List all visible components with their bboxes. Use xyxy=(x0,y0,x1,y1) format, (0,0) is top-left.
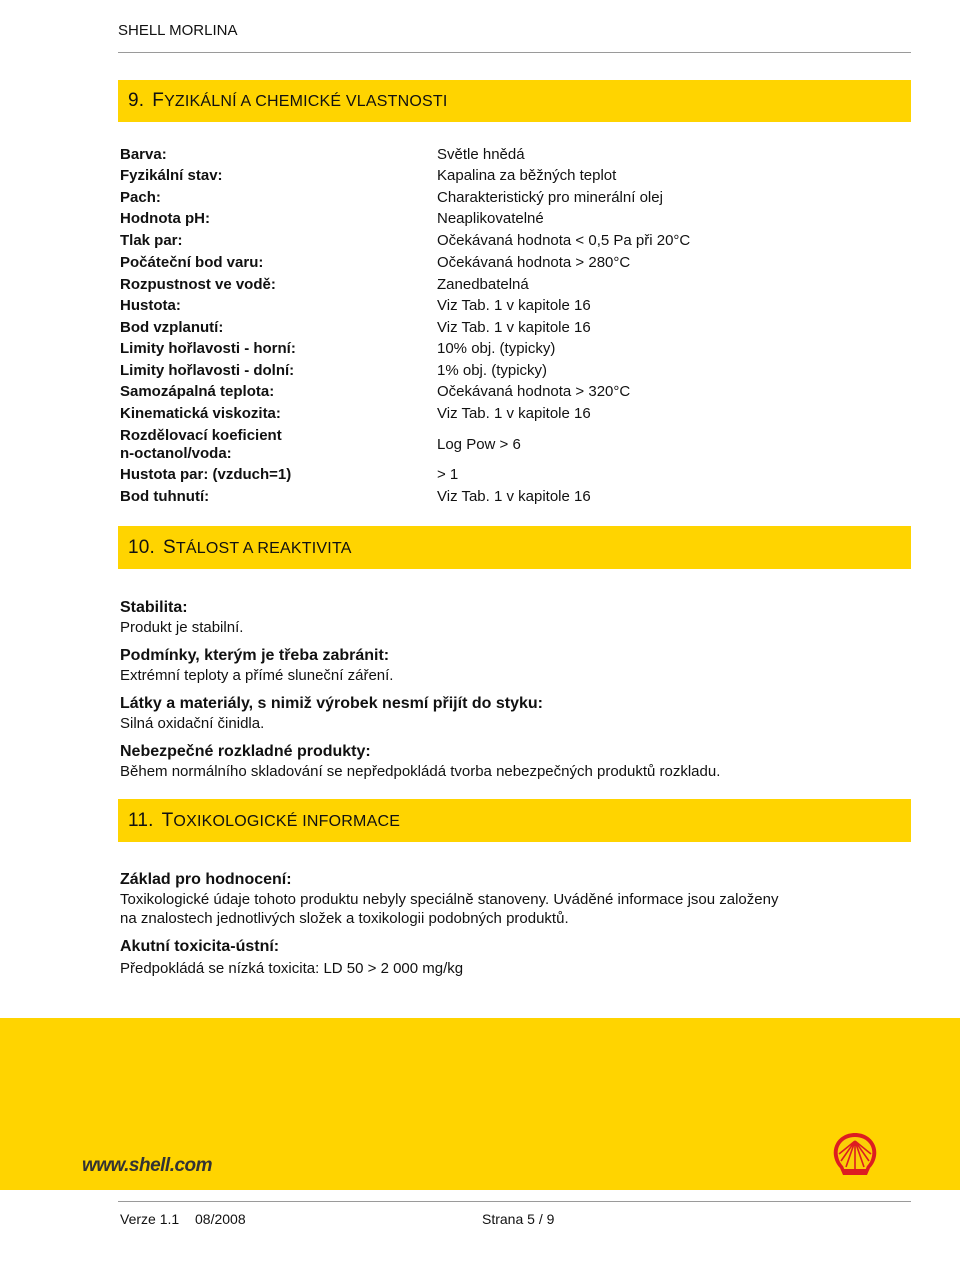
property-value: 1% obj. (typicky) xyxy=(437,362,548,379)
property-value: Viz Tab. 1 v kapitole 16 xyxy=(437,297,591,314)
property-label: Hustota par: (vzduch=1) xyxy=(120,466,292,483)
document-header-product: SHELL MORLINA xyxy=(118,22,238,39)
property-label: Limity hořlavosti - dolní: xyxy=(120,362,295,379)
hazardous-decomposition-heading: Nebezpečné rozkladné produkty: xyxy=(120,743,371,760)
assessment-basis-line-1: Toxikologické údaje tohoto produktu nebyly speciálně stanoveny. Uváděné informace jsou založeny xyxy=(120,891,779,908)
stability-heading: Stabilita: xyxy=(120,599,188,616)
property-label: Počáteční bod varu: xyxy=(120,254,264,271)
property-label: Tlak par: xyxy=(120,232,183,249)
property-value: 10% obj. (typicky) xyxy=(437,340,556,357)
section-10-title: 10. STÁLOST A REAKTIVITA xyxy=(128,537,352,558)
acute-oral-toxicity-text: Předpokládá se nízká toxicita: LD 50 > 2 000 mg/kg xyxy=(120,960,464,977)
property-value: Očekávaná hodnota > 320°C xyxy=(437,383,631,400)
property-label: Pach: xyxy=(120,189,161,206)
property-value: > 1 xyxy=(437,466,459,483)
property-label: Kinematická viskozita: xyxy=(120,405,281,422)
website-link[interactable]: www.shell.com xyxy=(82,1155,213,1176)
property-value: Neaplikovatelné xyxy=(437,210,544,227)
property-value: Viz Tab. 1 v kapitole 16 xyxy=(437,405,591,422)
acute-oral-toxicity-heading: Akutní toxicita-ústní: xyxy=(120,938,280,955)
assessment-basis-line-2: na znalostech jednotlivých složek a toxikologii podobných produktů. xyxy=(120,910,569,927)
conditions-to-avoid-text: Extrémní teploty a přímé sluneční záření. xyxy=(120,667,394,684)
section-9-title: 9. FYZIKÁLNÍ A CHEMICKÉ VLASTNOSTI xyxy=(128,90,448,111)
property-label: Samozápalná teplota: xyxy=(120,383,275,400)
section-11-title: 11. TOXIKOLOGICKÉ INFORMACE xyxy=(128,810,401,831)
footer-version: Verze 1.1 xyxy=(120,1211,180,1227)
property-label: Rozpustnost ve vodě: xyxy=(120,276,276,293)
header-divider xyxy=(118,52,911,53)
property-value: Světle hnědá xyxy=(437,146,525,163)
assessment-basis-heading: Základ pro hodnocení: xyxy=(120,871,292,888)
incompatible-materials-heading: Látky a materiály, s nimiž výrobek nesmí přijít do styku: xyxy=(120,695,543,712)
shell-logo-icon xyxy=(829,1129,881,1181)
property-value: Charakteristický pro minerální olej xyxy=(437,189,663,206)
stability-text: Produkt je stabilní. xyxy=(120,619,244,636)
property-label: Bod tuhnutí: xyxy=(120,488,210,505)
footer-divider xyxy=(118,1201,911,1202)
property-label: Bod vzplanutí: xyxy=(120,319,224,336)
property-label: Hustota: xyxy=(120,297,181,314)
property-value: Viz Tab. 1 v kapitole 16 xyxy=(437,488,591,505)
property-value: Očekávaná hodnota > 280°C xyxy=(437,254,631,271)
property-label: Hodnota pH: xyxy=(120,210,210,227)
property-value: Log Pow > 6 xyxy=(437,436,521,453)
property-value: Zanedbatelná xyxy=(437,276,529,293)
property-label: Limity hořlavosti - horní: xyxy=(120,340,296,357)
property-value: Viz Tab. 1 v kapitole 16 xyxy=(437,319,591,336)
property-value: Kapalina za běžných teplot xyxy=(437,167,617,184)
footer-page-number: Strana 5 / 9 xyxy=(482,1211,555,1227)
property-label-continued: n-octanol/voda: xyxy=(120,445,232,462)
property-label: Barva: xyxy=(120,146,167,163)
footer-date: 08/2008 xyxy=(195,1211,246,1227)
incompatible-materials-text: Silná oxidační činidla. xyxy=(120,715,265,732)
conditions-to-avoid-heading: Podmínky, kterým je třeba zabránit: xyxy=(120,647,390,664)
property-label: Fyzikální stav: xyxy=(120,167,223,184)
property-label: Rozdělovací koeficient xyxy=(120,427,282,444)
hazardous-decomposition-text: Během normálního skladování se nepředpokládá tvorba nebezpečných produktů rozkladu. xyxy=(120,763,721,780)
property-value: Očekávaná hodnota < 0,5 Pa při 20°C xyxy=(437,232,691,249)
